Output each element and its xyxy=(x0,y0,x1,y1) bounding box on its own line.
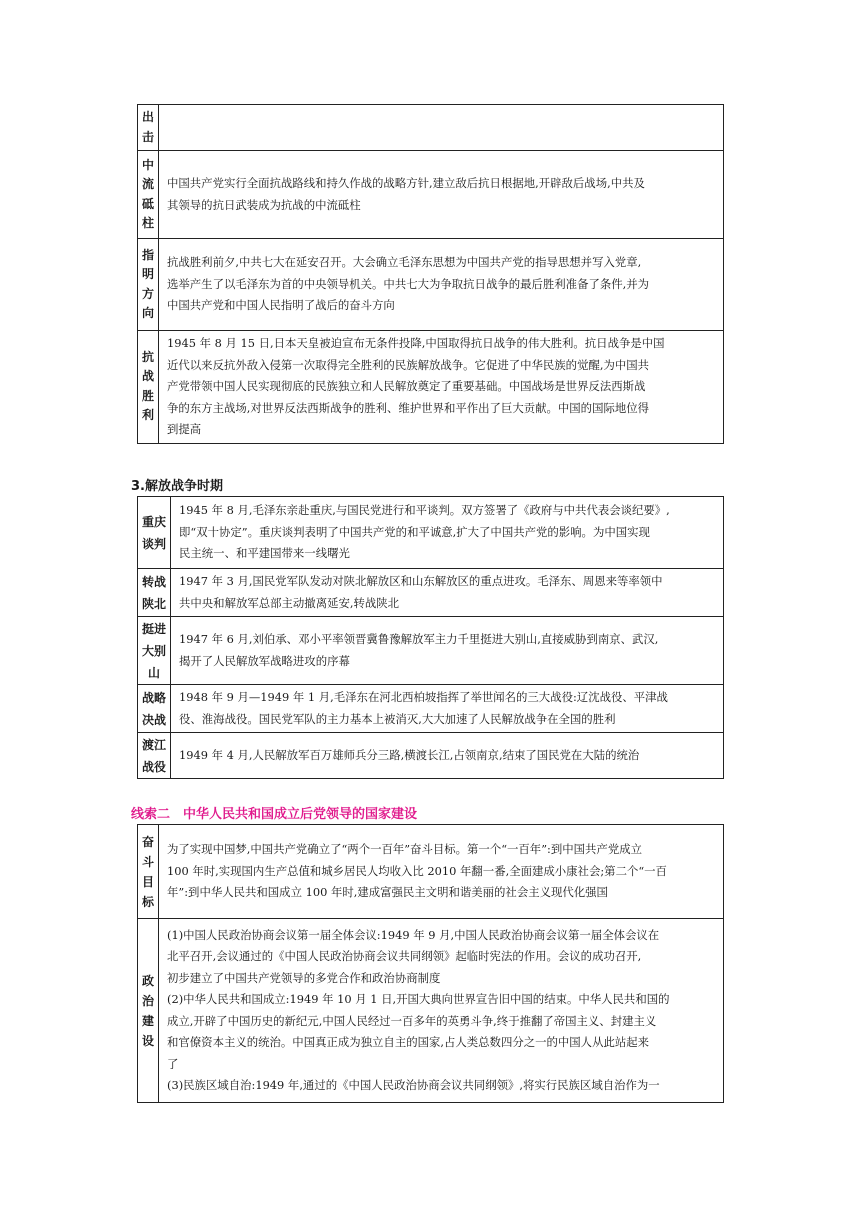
row-text xyxy=(159,105,724,151)
table-row xyxy=(138,617,724,685)
row-text: 1949 年 4 月,人民解放军百万雄师兵分三路,横渡长江,占领南京,结束了国民党在大陆的统治 xyxy=(171,733,724,779)
row-text: 抗战胜利前夕,中共七大在延安召开。大会确立毛泽东思想为中国共产党的指导思想并写入党章, 选举产生了以毛泽东为首的中央领导机关。中共七大为争取抗日战争的最后胜利准备了条件,并为 中国共产党和中国人民指明了战后的奋斗方向 xyxy=(159,239,724,331)
row-label: 战略 决战 xyxy=(138,685,171,733)
row-text: 1945 年 8 月,毛泽东亲赴重庆,与国民党进行和平谈判。双方签署了《政府与中共代表会谈纪要》, 即“双十协定”。重庆谈判表明了中国共产党的和平诚意,扩大了中国共产党的影响。为中国实现 民主统一、和平建国带来一线曙光 xyxy=(171,497,724,569)
row-label: 政 治 建 设 xyxy=(138,919,159,1103)
table-row xyxy=(138,733,724,779)
table-row xyxy=(138,569,724,617)
liberation-war-table xyxy=(137,496,724,779)
table-row xyxy=(138,331,724,444)
row-label: 转战 陕北 xyxy=(138,569,171,617)
row-label: 挺进 大别 山 xyxy=(138,617,171,685)
row-label: 渡江 战役 xyxy=(138,733,171,779)
anti-japanese-war-table xyxy=(137,104,724,444)
table-row xyxy=(138,685,724,733)
national-construction-table xyxy=(137,824,724,1103)
row-text: 1947 年 3 月,国民党军队发动对陕北解放区和山东解放区的重点进攻。毛泽东、周恩来等率领中 共中央和解放军总部主动撤离延安,转战陕北 xyxy=(171,569,724,617)
row-label: 抗 战 胜 利 xyxy=(138,331,159,444)
row-text: 为了实现中国梦,中国共产党确立了“两个一百年”奋斗目标。第一个“一百年”:到中国共产党成立 100 年时,实现国内生产总值和城乡居民人均收入比 2010 年翻一番,全面建成小康社会;第二个“一百 年”:到中华人民共和国成立 100 年时,建成富强民主文明和谐美丽的社会主义现代化强国 xyxy=(159,825,724,919)
table-row xyxy=(138,239,724,331)
table-row xyxy=(138,151,724,239)
row-label: 中 流 砥 柱 xyxy=(138,151,159,239)
row-text: 1945 年 8 月 15 日,日本天皇被迫宣布无条件投降,中国取得抗日战争的伟大胜利。抗日战争是中国 近代以来反抗外敌入侵第一次取得完全胜利的民族解放战争。它促进了中华民族的觉醒,为中国共 产党带领中国人民实现彻底的民族独立和人民解放奠定了重要基础。中国战场是世界反法西斯战 争的东方主战场,对世界反法西斯战争的胜利、维护世界和平作出了巨大贡献。中国的国际地位得 到提高 xyxy=(159,331,724,444)
row-label: 出 击 xyxy=(138,105,159,151)
row-label: 奋 斗 目 标 xyxy=(138,825,159,919)
table-row xyxy=(138,825,724,919)
section-heading-liberation-war: 3.解放战争时期 xyxy=(131,479,223,494)
row-text: 1948 年 9 月—1949 年 1 月,毛泽东在河北西柏坡指挥了举世闻名的三大战役:辽沈战役、平津战 役、淮海战役。国民党军队的主力基本上被消灭,大大加速了人民解放战争在全国的胜利 xyxy=(171,685,724,733)
clue-two-heading: 线索二 中华人民共和国成立后党领导的国家建设 xyxy=(131,807,418,822)
table-row xyxy=(138,105,724,151)
row-label: 指 明 方 向 xyxy=(138,239,159,331)
row-text: 1947 年 6 月,刘伯承、邓小平率领晋冀鲁豫解放军主力千里挺进大别山,直接威胁到南京、武汉, 揭开了人民解放军战略进攻的序幕 xyxy=(171,617,724,685)
table-row xyxy=(138,497,724,569)
row-label: 重庆 谈判 xyxy=(138,497,171,569)
row-text: 中国共产党实行全面抗战路线和持久作战的战略方针,建立敌后抗日根据地,开辟敌后战场,中共及 其领导的抗日武装成为抗战的中流砥柱 xyxy=(159,151,724,239)
row-text: (1)中国人民政治协商会议第一届全体会议:1949 年 9 月,中国人民政治协商会议第一届全体会议在 北平召开,会议通过的《中国人民政治协商会议共同纲领》起临时宪法的作用。会议的成功召开, 初步建立了中国共产党领导的多党合作和政治协商制度 (2)中华人民共和国成立:1949 年 10 月 1 日,开国大典向世界宣告旧中国的结束。中华人民共和国的 成立,开辟了中国历史的新纪元,中国人民经过一百多年的英勇斗争,终于推翻了帝国主义、封建主义 和官僚资本主义的统治。中国真正成为独立自主的国家,占人类总数四分之一的中国人从此站起来 了 (3)民族区域自治:1949 年,通过的《中国人民政治协商会议共同纲领》,将实行民族区域自治作为一 xyxy=(159,919,724,1103)
table-row xyxy=(138,919,724,1103)
